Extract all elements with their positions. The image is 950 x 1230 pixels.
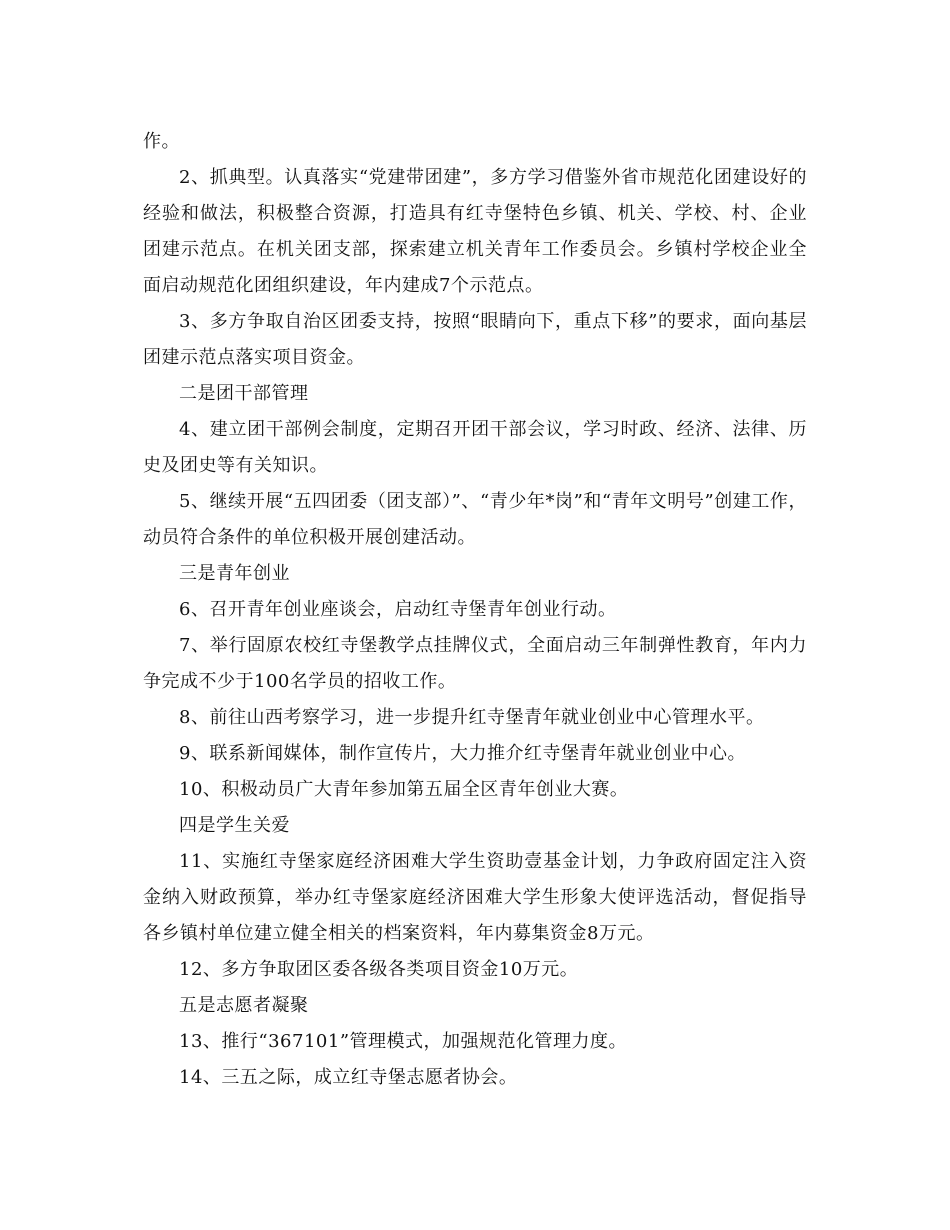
document-body — [143, 124, 807, 1096]
paragraph-10: 9、联系新闻媒体，制作宣传片，大力推介红寺堡青年就业创业中心。 — [179, 743, 746, 764]
paragraph-2: 3、多方争取自治区团委支持，按照“眼睛向下，重点下移”的要求，面向基层团建示范点落实项目资金。 — [143, 311, 807, 368]
paragraph-1: 2、抓典型。认真落实“党建带团建”，多方学习借鉴外省市规范化团建设好的经验和做法，积极整合资源，打造具有红寺堡特色乡镇、机关、学校、村、企业团建示范点。在机关团支部，探索建立机关青年工作委员会。乡镇村学校企业全面启动规范化团组织建设，年内建成7个示范点。 — [143, 167, 807, 296]
paragraph-0: 作。 — [143, 131, 180, 152]
paragraph-9: 8、前往山西考察学习，进一步提升红寺堡青年就业创业中心管理水平。 — [179, 707, 765, 728]
paragraph-8: 7、举行固原农校红寺堡教学点挂牌仪式，全面启动三年制弹性教育，年内力争完成不少于100名学员的招收工作。 — [143, 635, 807, 692]
paragraph-13: 11、实施红寺堡家庭经济困难大学生资助壹基金计划，力争政府固定注入资金纳入财政预算，举办红寺堡家庭经济困难大学生形象大使评选活动，督促指导各乡镇村单位建立健全相关的档案资料，年内募集资金8万元。 — [143, 851, 807, 944]
paragraph-4: 4、建立团干部例会制度，定期召开团干部会议，学习时政、经济、法律、历史及团史等有关知识。 — [143, 419, 807, 476]
section-heading-3: 三是青年创业 — [179, 563, 290, 584]
paragraph-7: 6、召开青年创业座谈会，启动红寺堡青年创业行动。 — [179, 599, 617, 620]
section-heading-2: 二是团干部管理 — [179, 383, 309, 404]
paragraph-11: 10、积极动员广大青年参加第五届全区青年创业大赛。 — [179, 779, 629, 800]
paragraph-17: 14、三五之际，成立红寺堡志愿者协会。 — [179, 1067, 518, 1088]
paragraph-14: 12、多方争取团区委各级各类项目资金10万元。 — [179, 959, 579, 980]
section-heading-5: 五是志愿者凝聚 — [179, 995, 309, 1016]
paragraph-16: 13、推行“367101”管理模式，加强规范化管理力度。 — [179, 1031, 628, 1052]
paragraph-5: 5、继续开展“五四团委（团支部）”、“青少年*岗”和“青年文明号”创建工作，动员符合条件的单位积极开展创建活动。 — [143, 491, 807, 548]
section-heading-4: 四是学生关爱 — [179, 815, 290, 836]
